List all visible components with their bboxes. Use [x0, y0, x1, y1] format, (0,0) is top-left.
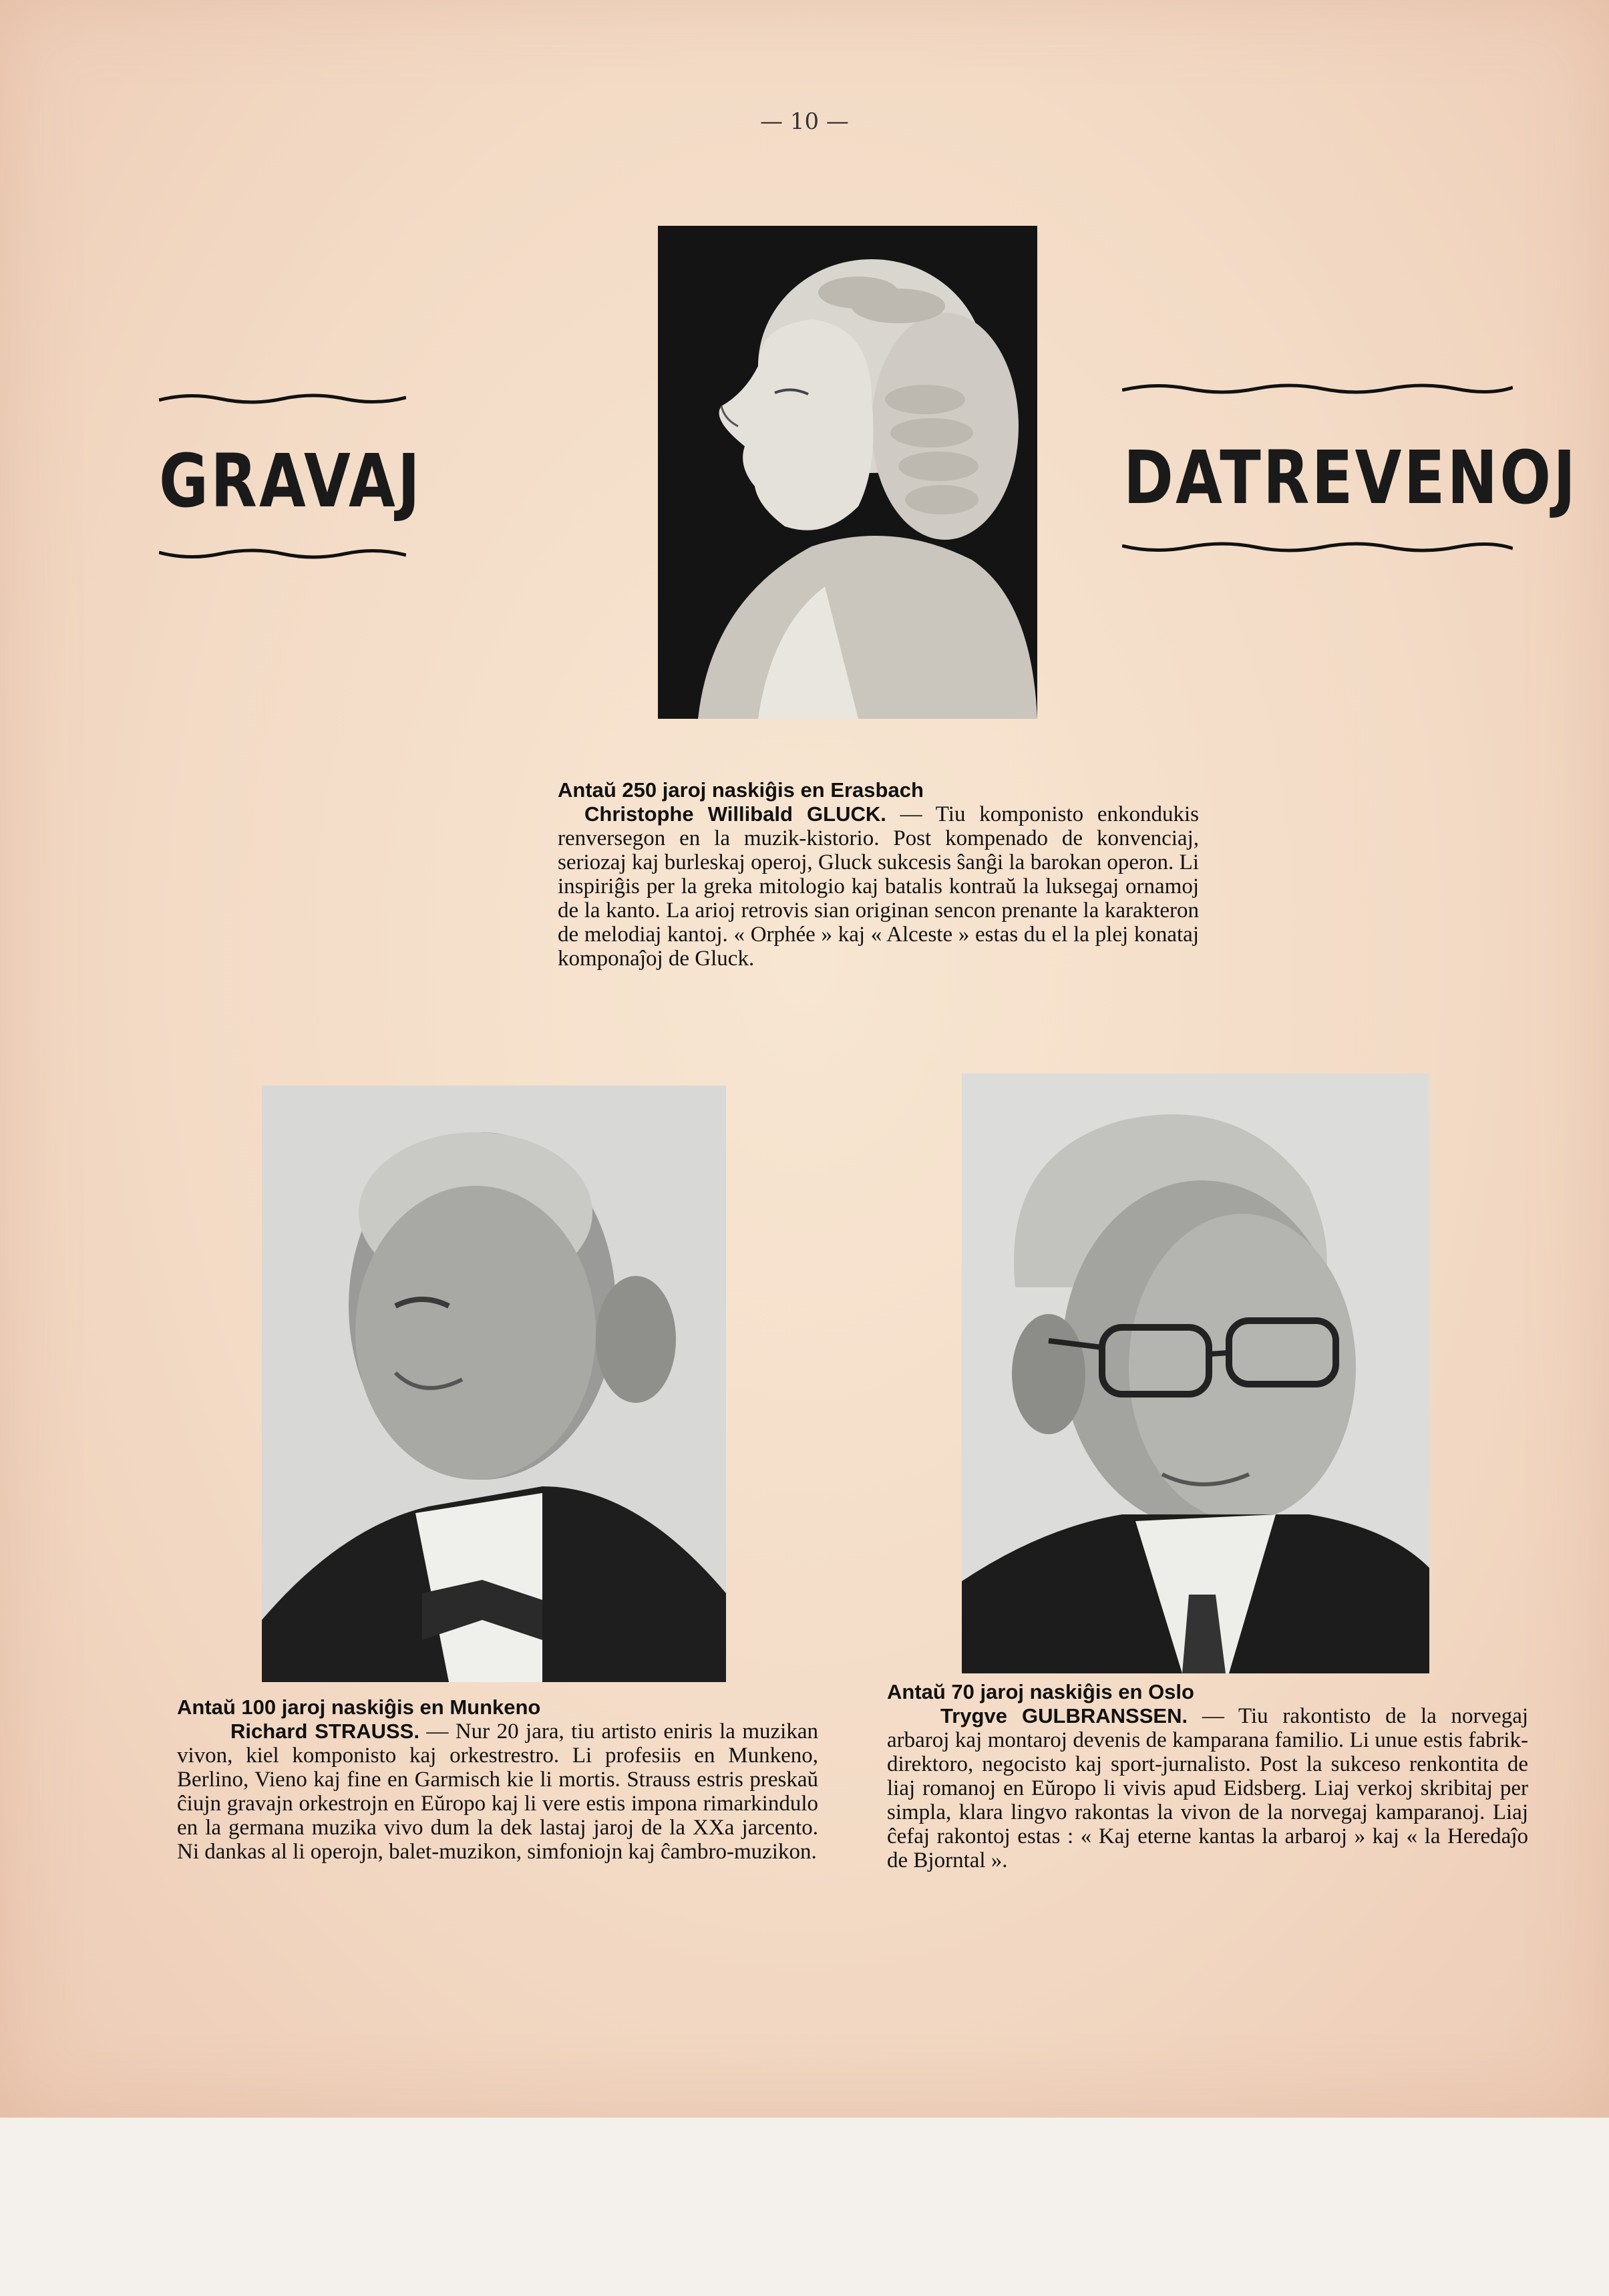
strauss-caption-head: Antaŭ 100 jaroj naskiĝis en Munkeno [177, 1695, 541, 1719]
gulbranssen-portrait-drawing [962, 1074, 1429, 1673]
strauss-name: Richard STRAUSS. [230, 1719, 419, 1743]
gulbranssen-text: — Tiu rakontisto de la norvegaj arbaroj kaj montaroj devenis de kamparana familio. Li unue estis fabrik-direktoro, negocisto kaj sport-jurnalisto. Post la sukceso renkontita de liaj romanoj en Eŭropo li vivis apud Eidsberg. Liaj verkoj skribitaj per simpla, klara lingvo rakontas la vivon de la norvegaj kamparanoj. Liaj ĉefaj rakontoj estas : « Kaj eterne kantas la arbaroj » kaj « la Heredaĵo de Bjorntal ». [887, 1704, 1529, 1872]
page-number: — 10 — [760, 108, 849, 135]
gluck-caption [558, 778, 1199, 971]
gluck-text: — Tiu komponisto enkondukis renversegon en la muzik-kistorio. Post kompenado de konvenciaj, seriozaj kaj burleskaj operoj, Gluck sukcesis ŝanĝi la barokan operon. Li inspiriĝis per la greka mitologio kaj batalis kontraŭ la luksegaj ornamoj de la kanto. La arioj retrovis sian originan sencon prenante la karakteron de melodiaj kantoj. « Orphée » kaj « Alceste » estas du el la plej konataj komponaĵoj de Gluck. [558, 802, 1199, 971]
gluck-caption-head: Antaŭ 250 jaroj naskiĝis en Erasbach [558, 778, 924, 802]
strauss-portrait-drawing [262, 1086, 726, 1682]
gulbranssen-caption [887, 1680, 1528, 1872]
strauss-portrait [262, 1086, 726, 1682]
wave-ornament-top-right [1122, 381, 1513, 398]
wave-ornament-top-left [159, 391, 406, 407]
wave-ornament-bottom-right [1122, 539, 1513, 556]
gulbranssen-name: Trygve GULBRANSSEN. [940, 1704, 1188, 1728]
gulbranssen-portrait [962, 1074, 1429, 1673]
gluck-portrait [658, 226, 1037, 719]
heading-datrevenoj: DATREVENOJ [1123, 435, 1578, 520]
wave-ornament-bottom-left [159, 546, 406, 562]
gulbranssen-caption-head: Antaŭ 70 jaroj naskiĝis en Oslo [887, 1680, 1194, 1703]
gluck-name: Christophe Willibald GLUCK. [584, 802, 886, 826]
heading-gravaj: GRAVAJ [159, 438, 422, 524]
gluck-portrait-drawing [658, 226, 1037, 719]
strauss-text: — Nur 20 jara, tiu artisto eniris la muzikan vivon, kiel komponisto kaj orkestrestro. Li profesiis en Munkeno, Berlino, Vieno kaj fine en Garmisch kie li mortis. Strauss estris preskaŭ ĉiujn gravajn orkestrojn en Eŭropo kaj li vere estis impona rimarkindulo en la germana muzika vivo dum la dek lastaj jaroj de la XXa jarcento. Ni dankas al li operojn, balet-muzikon, simfoniojn kaj ĉambro-muzikon. [177, 1719, 818, 1864]
strauss-caption [177, 1695, 818, 1864]
